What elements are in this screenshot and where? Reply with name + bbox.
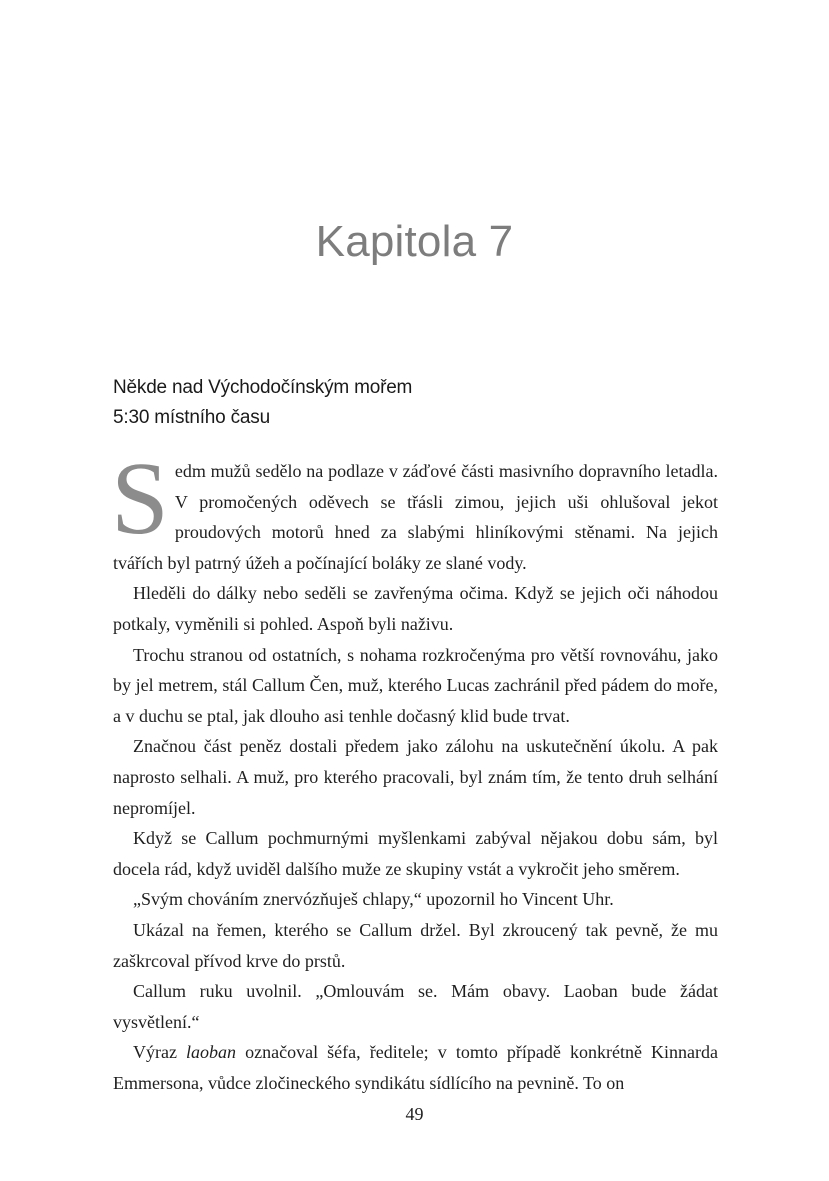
scene-heading bbox=[113, 373, 412, 433]
paragraph-1 bbox=[111, 441, 718, 578]
italic-term: laoban bbox=[186, 1042, 237, 1063]
paragraph-4: Značnou část peněz dostali předem jako zálohu na uskutečnění úkolu. A pak naprosto selhali. A muž, pro kterého pracovali, byl znám tím, že tento druh selhání nepromíjel. bbox=[113, 736, 718, 818]
paragraph-5: Když se Callum pochmurnými myšlenkami zabýval nějakou dobu sám, byl docela rád, když uviděl dalšího muže ze skupiny vstát a vykročit jeho směrem. bbox=[113, 828, 718, 879]
paragraph-1-text: edm mužů sedělo na podlaze v záďové části masivního dopravního letadla. V promočených oděvech se třásli zimou, jejich uši ohlušoval jekot proudových motorů hned za slabými hliníkovými stěnami. Na jejich tvářích byl patrný úžeh a počínající boláky ze slané vody. bbox=[113, 461, 718, 573]
paragraph-6: „Svým chováním znervózňuješ chlapy,“ upozornil ho Vincent Uhr. bbox=[133, 889, 614, 910]
paragraph-7: Ukázal na řemen, kterého se Callum držel. Byl zkroucený tak pevně, že mu zaškrcoval přívod krve do prstů. bbox=[113, 919, 718, 971]
location-line: Někde nad Východočínským mořem bbox=[113, 377, 413, 398]
paragraph-3: Trochu stranou od ostatních, s nohama rozkročenýma pro větší rovnováhu, jako by jel metrem, stál Callum Čen, muž, kterého Lucas zachránil před pádem do moře, a v duchu se ptal, jak dlouho asi tenhle dočasný klid bude trvat. bbox=[113, 644, 718, 726]
paragraph-9 bbox=[113, 1037, 718, 1098]
drop-cap: S bbox=[111, 441, 169, 556]
time-line: 5:30 místního času bbox=[113, 407, 270, 428]
paragraph-9-end: označoval šéfa, ředitele; v tomto případě konkrétně Kinnarda Emmersona, vůdce zločineckého syndikátu sídlícího na pevnině. To on bbox=[113, 1042, 718, 1093]
paragraph-9-start: Výraz bbox=[133, 1042, 187, 1063]
body-text bbox=[111, 441, 718, 1098]
paragraph-2: Hleděli do dálky nebo seděli se zavřenýma očima. Když se jejich oči náhodou potkaly, vyměnili si pohled. Aspoň byli naživu. bbox=[113, 583, 718, 634]
paragraph-8: Callum ruku uvolnil. „Omlouvám se. Mám obavy. Laoban bude žádat vysvětlení.“ bbox=[113, 981, 718, 1032]
chapter-title: Kapitola 7 bbox=[315, 217, 514, 266]
page-number: 49 bbox=[405, 1104, 424, 1124]
